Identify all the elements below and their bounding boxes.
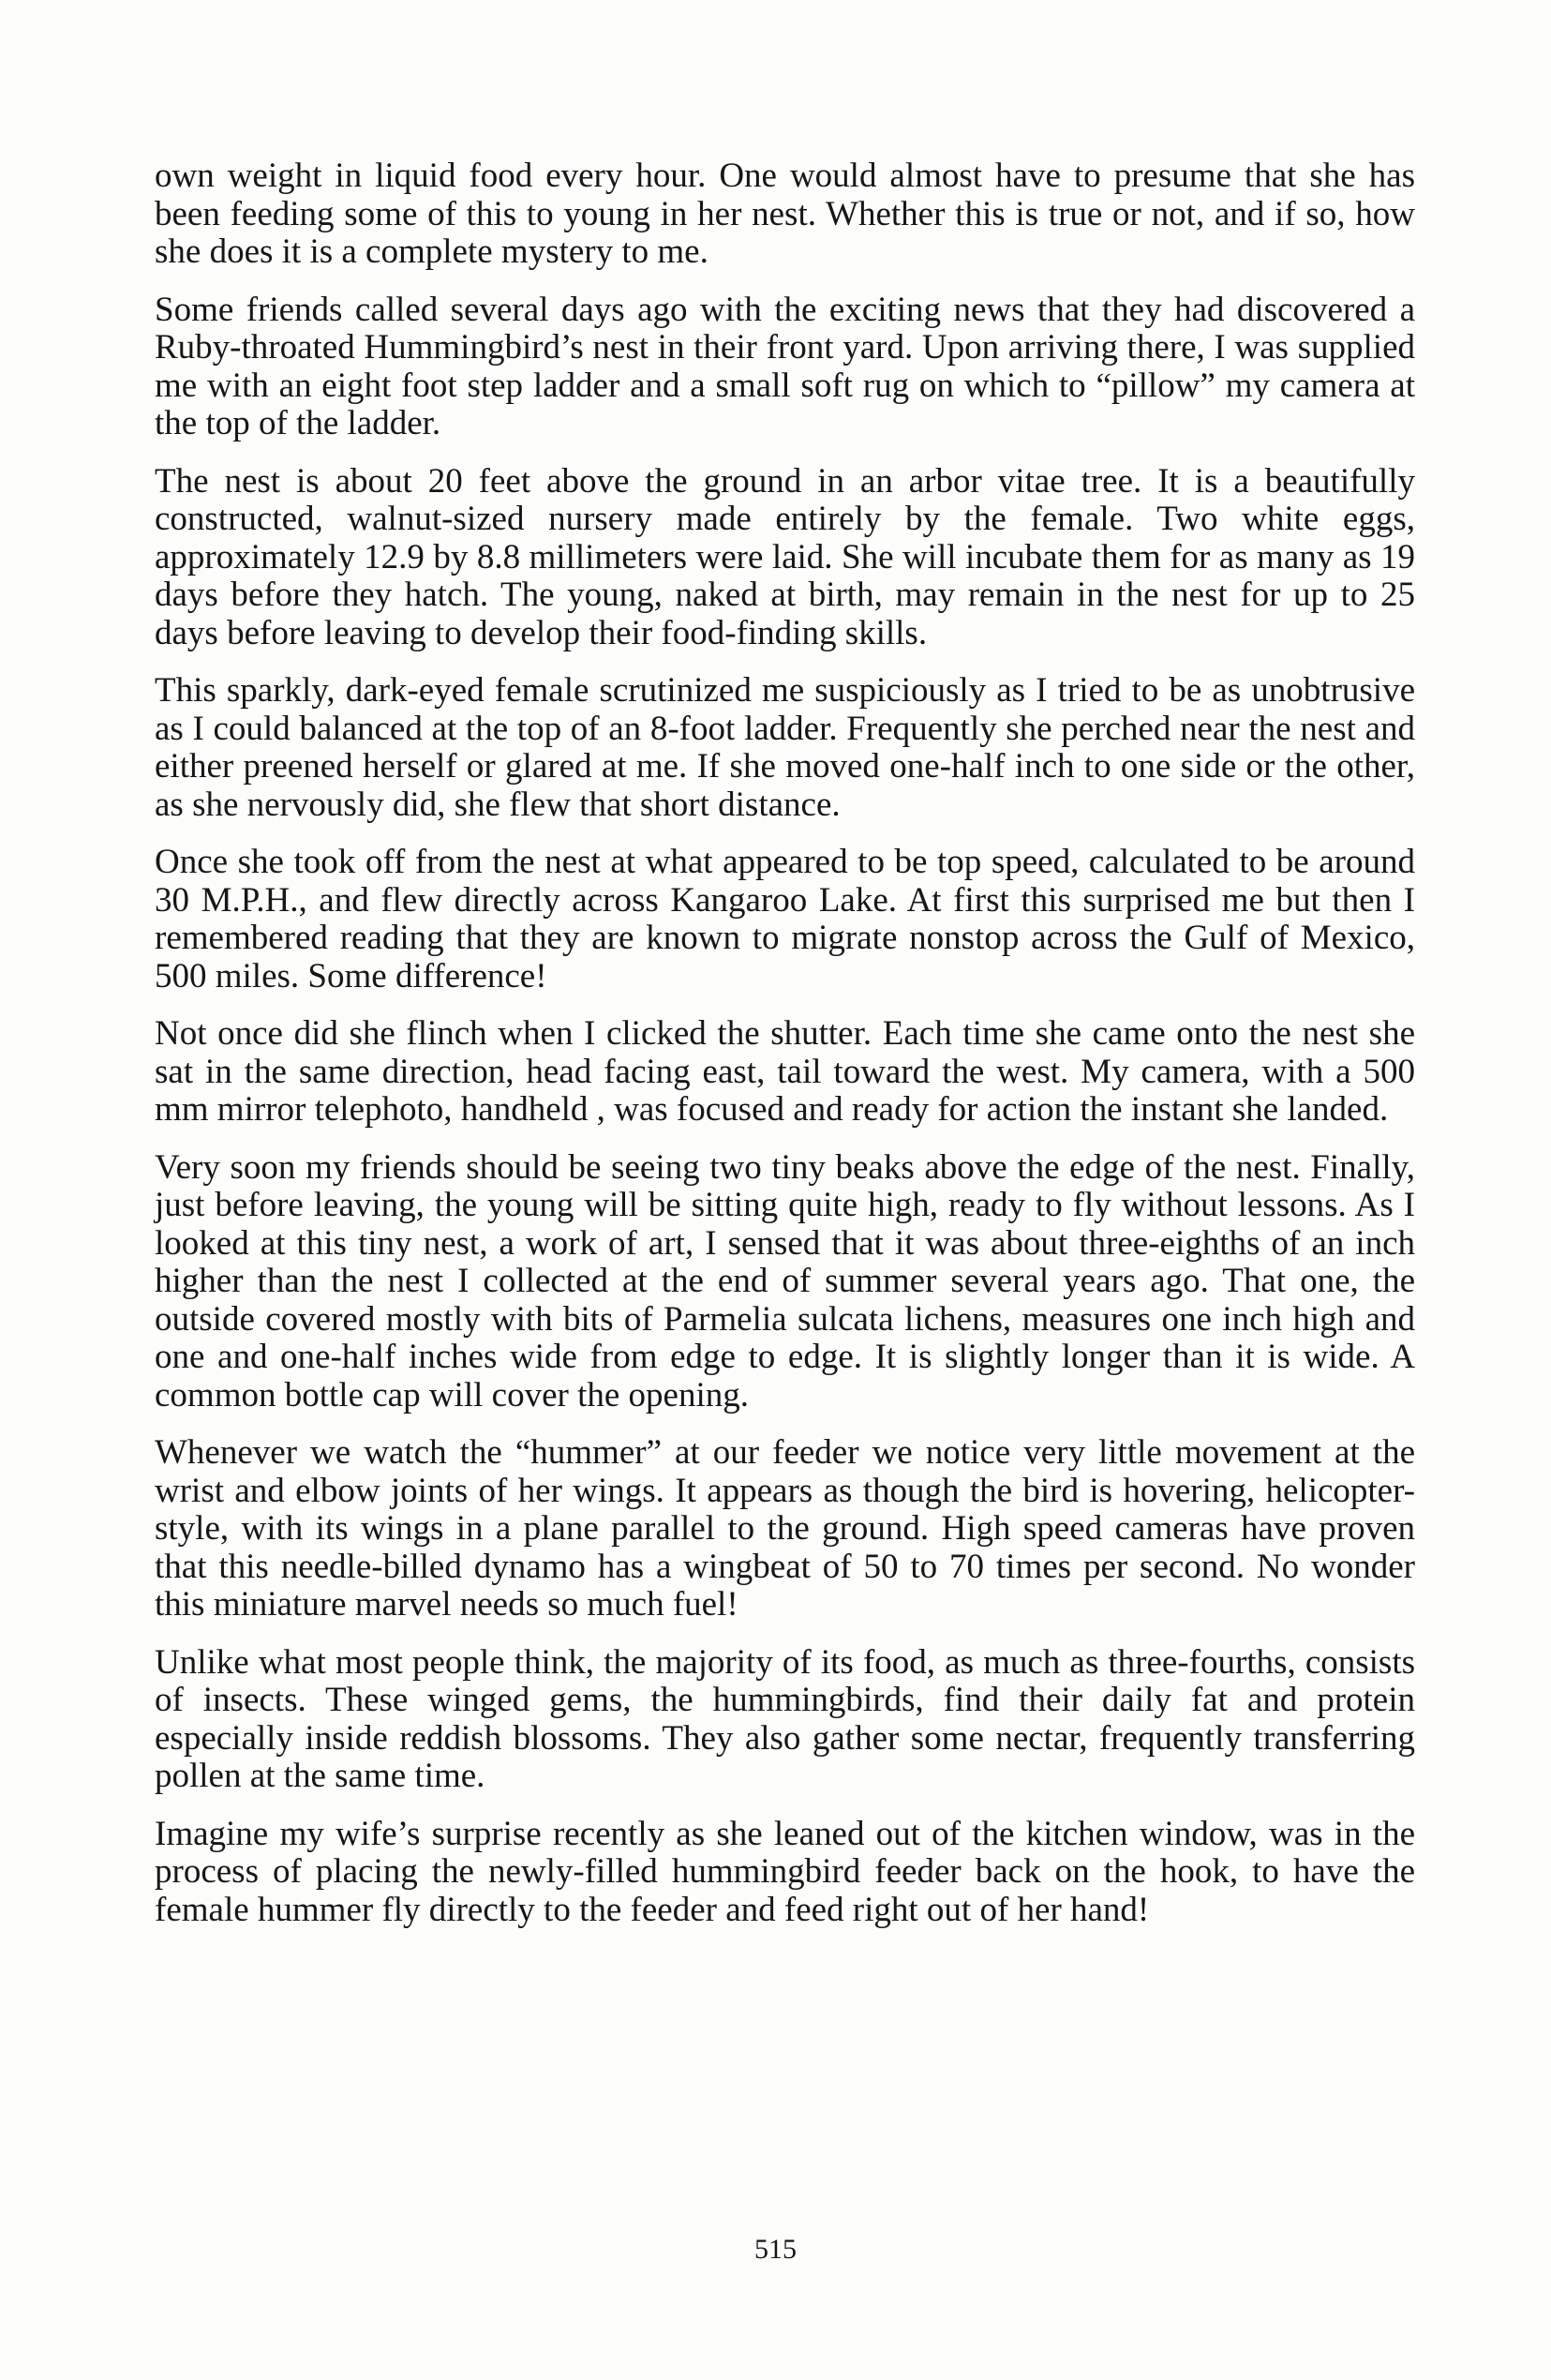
paragraph-1: own weight in liquid food every hour. One would almost have to presume that she has been feeding some of this to young in her nest. Whether this is true or not, and if so, how she does it is a complete mystery to me. [155,157,1415,271]
paragraph-7: Very soon my friends should be seeing two tiny beaks above the edge of the nest. Finally, just before leaving, the young will be sitting quite high, ready to fly without lessons. As I looked at this tiny nest, a work of art, I sensed that it was about three-eighths of an inch higher than the nest I collected at the end of summer several years ago. That one, the outside covered mostly with bits of Parmelia sulcata lichens, measures one inch high and one and one-half inches wide from edge to edge. It is slightly longer than it is wide. A common bottle cap will cover the opening. [155,1147,1415,1415]
paragraph-6: Not once did she flinch when I clicked the shutter. Each time she came onto the nest she sat in the same direction, head facing east, tail toward the west. My camera, with a 500 mm mirror telephoto, handheld , was focused and ready for action the instant she landed. [155,1014,1415,1129]
paragraph-9: Unlike what most people think, the majority of its food, as much as three-fourths, consists of insects. These winged gems, the hummingbirds, find their daily fat and protein especially inside reddish blossoms. They also gather some nectar, frequently transferring pollen at the same time. [155,1642,1415,1795]
paragraph-10: Imagine my wife’s surprise recently as she leaned out of the kitchen window, was in the process of placing the newly-filled hummingbird feeder back on the hook, to have the female hummer fly directly to the feeder and feed right out of her hand! [155,1814,1415,1929]
paragraph-5: Once she took off from the nest at what appeared to be top speed, calculated to be around 30 M.P.H., and flew directly across Kangaroo Lake. At first this surprised me but then I remembered reading that they are known to migrate nonstop across the Gulf of Mexico, 500 miles. Some difference! [155,843,1415,995]
paragraph-2: Some friends called several days ago with the exciting news that they had discovered a Ruby-throated Hummingbird’s nest in their front yard. Upon arriving there, I was supplied me with an eight foot step ladder and a small soft rug on which to “pillow” my camera at the top of the ladder. [155,290,1415,442]
paragraph-4: This sparkly, dark-eyed female scrutinized me suspiciously as I tried to be as unobtrusive as I could balanced at the top of an 8-foot ladder. Frequently she perched near the nest and either preened herself or glared at me. If she moved one-half inch to one side or the other, as she nervously did, she flew that short distance. [155,671,1415,824]
body-text [155,157,1415,1949]
page-number: 515 [754,2234,797,2265]
paragraph-8: Whenever we watch the “hummer” at our feeder we notice very little movement at the wrist and elbow joints of her wings. It appears as though the bird is hovering, helicopter-style, with its wings in a plane parallel to the ground. High speed cameras have proven that this needle-billed dynamo has a wingbeat of 50 to 70 times per second. No wonder this miniature marvel needs so much fuel! [155,1433,1415,1624]
paragraph-3: The nest is about 20 feet above the ground in an arbor vitae tree. It is a beautifully constructed, walnut-sized nursery made entirely by the female. Two white eggs, approximately 12.9 by 8.8 millimeters were laid. She will incubate them for as many as 19 days before they hatch. The young, naked at birth, may remain in the nest for up to 25 days before leaving to develop their food-finding skills. [155,461,1415,652]
